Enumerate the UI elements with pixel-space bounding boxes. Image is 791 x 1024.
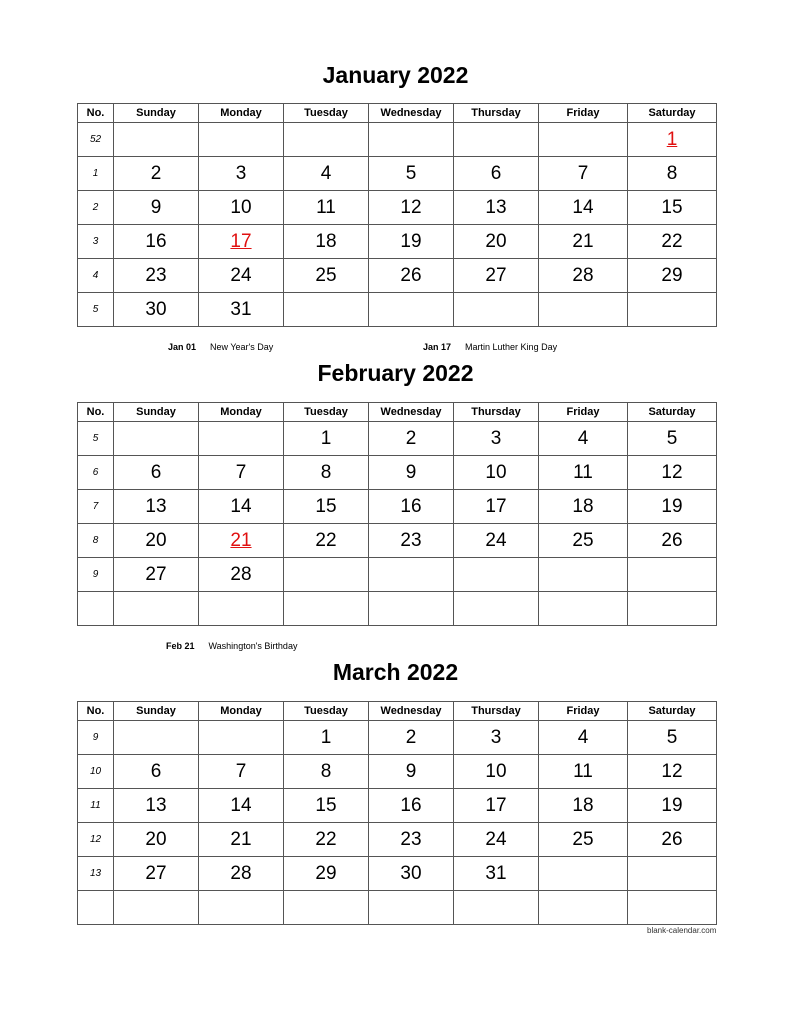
week-row [78, 891, 717, 925]
day-cell [114, 456, 199, 490]
month-title-february: February 2022 [317, 360, 474, 386]
day-cell [114, 891, 199, 925]
day-number: 2 [405, 427, 417, 449]
day-cell [284, 524, 369, 558]
day-number: 18 [572, 794, 594, 816]
day-number: 27 [145, 862, 167, 884]
day-cell [284, 891, 369, 925]
day-number: 17 [485, 495, 507, 517]
day-number: 22 [315, 828, 337, 850]
week-row [78, 755, 717, 789]
day-cell [114, 592, 199, 626]
week-number [78, 592, 114, 626]
day-cell [369, 558, 454, 592]
day-cell [199, 259, 284, 293]
day-number: 17 [230, 230, 252, 252]
holiday-note [168, 341, 273, 353]
holiday-date: Jan 01 [168, 342, 197, 352]
day-number: 15 [661, 196, 683, 218]
week-number: 2 [78, 191, 114, 225]
day-number: 21 [572, 230, 594, 252]
weekday-header: Thursday [454, 702, 539, 721]
day-cell [199, 422, 284, 456]
holiday-date: Jan 17 [423, 342, 452, 352]
day-cell [284, 592, 369, 626]
week-number-header: No. [78, 702, 114, 721]
day-cell [628, 789, 717, 823]
day-number: 31 [485, 862, 507, 884]
day-number: 12 [661, 461, 683, 483]
day-number: 5 [666, 726, 678, 748]
day-number: 11 [573, 760, 593, 782]
week-row [78, 524, 717, 558]
day-cell [284, 191, 369, 225]
day-cell [284, 123, 369, 157]
day-cell [114, 123, 199, 157]
day-cell [199, 490, 284, 524]
day-cell [628, 755, 717, 789]
weekday-header: Sunday [114, 403, 199, 422]
day-cell [539, 857, 628, 891]
day-cell [199, 755, 284, 789]
day-number: 9 [405, 461, 417, 483]
day-number: 25 [572, 828, 594, 850]
day-cell [628, 891, 717, 925]
day-number: 5 [405, 162, 417, 184]
day-cell [539, 891, 628, 925]
day-number: 3 [490, 726, 502, 748]
day-cell [539, 721, 628, 755]
day-number: 26 [400, 264, 422, 286]
day-cell [454, 123, 539, 157]
day-cell [454, 490, 539, 524]
day-cell [454, 259, 539, 293]
weekday-header: Monday [199, 702, 284, 721]
week-row [78, 225, 717, 259]
day-cell [628, 293, 717, 327]
day-cell [114, 789, 199, 823]
day-cell [369, 259, 454, 293]
day-cell [454, 721, 539, 755]
calendar-table-february [77, 402, 717, 626]
day-cell [284, 755, 369, 789]
day-number: 16 [400, 495, 422, 517]
footer-source: blank-calendar.com [647, 926, 717, 935]
day-number: 13 [145, 495, 167, 517]
weekday-header: Wednesday [369, 104, 454, 123]
day-cell [369, 225, 454, 259]
weekday-header: Saturday [628, 104, 717, 123]
day-number: 8 [320, 760, 332, 782]
week-number: 6 [78, 456, 114, 490]
day-cell [284, 157, 369, 191]
weekday-header: Tuesday [284, 104, 369, 123]
day-number: 8 [320, 461, 332, 483]
week-number: 5 [78, 422, 114, 456]
week-row [78, 857, 717, 891]
day-cell [369, 755, 454, 789]
weekday-header: Monday [199, 104, 284, 123]
weekday-header: Thursday [454, 104, 539, 123]
holiday-note [166, 640, 297, 652]
day-cell [539, 755, 628, 789]
day-cell [199, 293, 284, 327]
day-number: 26 [661, 828, 683, 850]
day-cell [284, 789, 369, 823]
header-row [78, 403, 717, 422]
day-cell [284, 293, 369, 327]
header-row [78, 104, 717, 123]
day-cell [454, 293, 539, 327]
day-cell [539, 490, 628, 524]
day-cell [369, 123, 454, 157]
day-cell [369, 823, 454, 857]
day-number: 2 [150, 162, 162, 184]
day-cell [114, 191, 199, 225]
day-cell [114, 225, 199, 259]
day-cell [114, 823, 199, 857]
day-cell [454, 524, 539, 558]
day-number: 30 [145, 298, 167, 320]
week-row [78, 823, 717, 857]
day-number: 4 [320, 162, 332, 184]
day-cell [454, 422, 539, 456]
day-number: 1 [666, 128, 678, 150]
day-cell [628, 225, 717, 259]
day-number: 20 [145, 828, 167, 850]
week-number: 52 [78, 123, 114, 157]
day-cell [114, 259, 199, 293]
day-number: 2 [405, 726, 417, 748]
day-number: 31 [230, 298, 252, 320]
day-cell [284, 857, 369, 891]
day-number: 14 [572, 196, 594, 218]
day-number: 12 [661, 760, 683, 782]
day-cell [539, 456, 628, 490]
day-cell [369, 721, 454, 755]
weekday-header: Wednesday [369, 403, 454, 422]
day-cell [628, 490, 717, 524]
week-row [78, 490, 717, 524]
day-cell [114, 721, 199, 755]
day-number: 4 [577, 427, 589, 449]
week-number: 4 [78, 259, 114, 293]
day-cell [199, 789, 284, 823]
day-number: 1 [320, 726, 332, 748]
day-cell [284, 490, 369, 524]
week-number [78, 891, 114, 925]
day-cell [199, 157, 284, 191]
day-cell [628, 558, 717, 592]
day-cell [539, 823, 628, 857]
week-row [78, 259, 717, 293]
day-number: 9 [150, 196, 162, 218]
day-number: 5 [666, 427, 678, 449]
day-cell [199, 456, 284, 490]
day-cell [539, 123, 628, 157]
day-cell [369, 891, 454, 925]
day-number: 7 [577, 162, 589, 184]
day-cell [454, 592, 539, 626]
month-title-january: January 2022 [322, 62, 469, 88]
day-cell [114, 524, 199, 558]
day-cell [199, 225, 284, 259]
week-number: 13 [78, 857, 114, 891]
week-number-header: No. [78, 104, 114, 123]
day-cell [539, 592, 628, 626]
month-title-march: March 2022 [332, 659, 459, 685]
day-cell [628, 157, 717, 191]
day-number: 16 [145, 230, 167, 252]
weekday-header: Thursday [454, 403, 539, 422]
weekday-header: Friday [539, 403, 628, 422]
day-number: 1 [320, 427, 332, 449]
day-cell [369, 157, 454, 191]
day-number: 18 [315, 230, 337, 252]
day-cell [114, 422, 199, 456]
holiday-name: New Year's Day [210, 342, 274, 352]
day-cell [539, 293, 628, 327]
day-number: 14 [230, 495, 252, 517]
day-cell [454, 823, 539, 857]
day-cell [199, 592, 284, 626]
day-number: 18 [572, 495, 594, 517]
week-row [78, 721, 717, 755]
day-number: 23 [400, 529, 422, 551]
holiday-date: Feb 21 [166, 641, 195, 651]
week-number: 3 [78, 225, 114, 259]
day-number: 3 [235, 162, 247, 184]
day-cell [284, 823, 369, 857]
weekday-header: Sunday [114, 702, 199, 721]
week-number: 9 [78, 721, 114, 755]
day-cell [199, 823, 284, 857]
day-cell [628, 422, 717, 456]
day-cell [454, 225, 539, 259]
day-cell [284, 558, 369, 592]
day-number: 29 [661, 264, 683, 286]
day-cell [284, 259, 369, 293]
day-number: 15 [315, 794, 337, 816]
week-row [78, 123, 717, 157]
day-cell [454, 456, 539, 490]
week-number: 9 [78, 558, 114, 592]
day-cell [454, 755, 539, 789]
day-number: 21 [230, 828, 252, 850]
day-number: 19 [400, 230, 422, 252]
weekday-header: Tuesday [284, 702, 369, 721]
day-number: 23 [400, 828, 422, 850]
day-number: 14 [230, 794, 252, 816]
holiday-name: Martin Luther King Day [465, 342, 558, 352]
day-number: 9 [405, 760, 417, 782]
day-cell [454, 191, 539, 225]
day-number: 15 [315, 495, 337, 517]
weekday-header: Saturday [628, 702, 717, 721]
day-number: 28 [230, 563, 252, 585]
day-cell [539, 422, 628, 456]
day-cell [369, 191, 454, 225]
day-cell [114, 857, 199, 891]
weekday-header: Wednesday [369, 702, 454, 721]
day-cell [454, 857, 539, 891]
day-cell [628, 857, 717, 891]
day-cell [628, 456, 717, 490]
day-number: 12 [400, 196, 422, 218]
day-number: 6 [150, 760, 162, 782]
day-cell [539, 157, 628, 191]
day-number: 10 [485, 461, 507, 483]
day-number: 3 [490, 427, 502, 449]
day-number: 13 [485, 196, 507, 218]
weekday-header: Friday [539, 104, 628, 123]
weekday-header: Friday [539, 702, 628, 721]
day-number: 24 [230, 264, 252, 286]
day-number: 6 [150, 461, 162, 483]
day-number: 20 [145, 529, 167, 551]
day-cell [369, 592, 454, 626]
day-cell [114, 558, 199, 592]
calendar-table-january [77, 103, 717, 327]
day-number: 21 [230, 529, 252, 551]
week-row [78, 191, 717, 225]
day-number: 17 [485, 794, 507, 816]
day-number: 27 [485, 264, 507, 286]
day-cell [199, 857, 284, 891]
day-number: 13 [145, 794, 167, 816]
day-number: 25 [572, 529, 594, 551]
day-number: 6 [490, 162, 502, 184]
day-number: 24 [485, 529, 507, 551]
day-cell [539, 225, 628, 259]
day-number: 11 [573, 461, 593, 483]
week-row [78, 592, 717, 626]
day-cell [628, 123, 717, 157]
day-cell [369, 456, 454, 490]
day-cell [114, 293, 199, 327]
day-cell [369, 293, 454, 327]
day-number: 25 [315, 264, 337, 286]
day-number: 8 [666, 162, 678, 184]
day-cell [454, 558, 539, 592]
day-cell [628, 524, 717, 558]
day-cell [369, 490, 454, 524]
week-row [78, 558, 717, 592]
day-cell [284, 422, 369, 456]
day-cell [369, 789, 454, 823]
week-number: 10 [78, 755, 114, 789]
day-cell [628, 592, 717, 626]
day-cell [539, 789, 628, 823]
day-cell [369, 524, 454, 558]
day-number: 27 [145, 563, 167, 585]
day-cell [454, 891, 539, 925]
week-number: 5 [78, 293, 114, 327]
weekday-header: Monday [199, 403, 284, 422]
day-cell [284, 721, 369, 755]
day-number: 28 [572, 264, 594, 286]
day-cell [199, 123, 284, 157]
day-number: 23 [145, 264, 167, 286]
day-cell [454, 789, 539, 823]
week-number: 11 [78, 789, 114, 823]
week-number: 1 [78, 157, 114, 191]
week-row [78, 293, 717, 327]
week-number: 8 [78, 524, 114, 558]
day-number: 30 [400, 862, 422, 884]
day-number: 7 [235, 461, 247, 483]
day-number: 16 [400, 794, 422, 816]
day-number: 29 [315, 862, 337, 884]
day-cell [369, 422, 454, 456]
day-cell [114, 157, 199, 191]
day-cell [199, 191, 284, 225]
day-cell [628, 823, 717, 857]
day-cell [539, 558, 628, 592]
day-number: 22 [661, 230, 683, 252]
day-cell [199, 891, 284, 925]
day-number: 11 [316, 196, 336, 218]
day-number: 10 [230, 196, 252, 218]
day-number: 19 [661, 495, 683, 517]
holiday-name: Washington's Birthday [208, 641, 298, 651]
day-cell [114, 755, 199, 789]
day-number: 7 [235, 760, 247, 782]
day-cell [539, 524, 628, 558]
week-number: 7 [78, 490, 114, 524]
week-row [78, 422, 717, 456]
day-cell [199, 524, 284, 558]
day-number: 28 [230, 862, 252, 884]
week-row [78, 789, 717, 823]
day-number: 4 [577, 726, 589, 748]
day-number: 22 [315, 529, 337, 551]
day-cell [114, 490, 199, 524]
week-number-header: No. [78, 403, 114, 422]
day-cell [284, 456, 369, 490]
day-cell [628, 259, 717, 293]
calendar-table-march [77, 701, 717, 925]
day-number: 24 [485, 828, 507, 850]
weekday-header: Tuesday [284, 403, 369, 422]
weekday-header: Saturday [628, 403, 717, 422]
day-cell [369, 857, 454, 891]
day-number: 20 [485, 230, 507, 252]
day-cell [284, 225, 369, 259]
holiday-note [423, 341, 557, 353]
header-row [78, 702, 717, 721]
day-cell [454, 157, 539, 191]
day-number: 19 [661, 794, 683, 816]
day-cell [628, 721, 717, 755]
day-cell [539, 259, 628, 293]
day-cell [199, 558, 284, 592]
week-row [78, 157, 717, 191]
day-cell [539, 191, 628, 225]
day-cell [199, 721, 284, 755]
week-number: 12 [78, 823, 114, 857]
week-row [78, 456, 717, 490]
weekday-header: Sunday [114, 104, 199, 123]
day-number: 26 [661, 529, 683, 551]
day-cell [628, 191, 717, 225]
day-number: 10 [485, 760, 507, 782]
